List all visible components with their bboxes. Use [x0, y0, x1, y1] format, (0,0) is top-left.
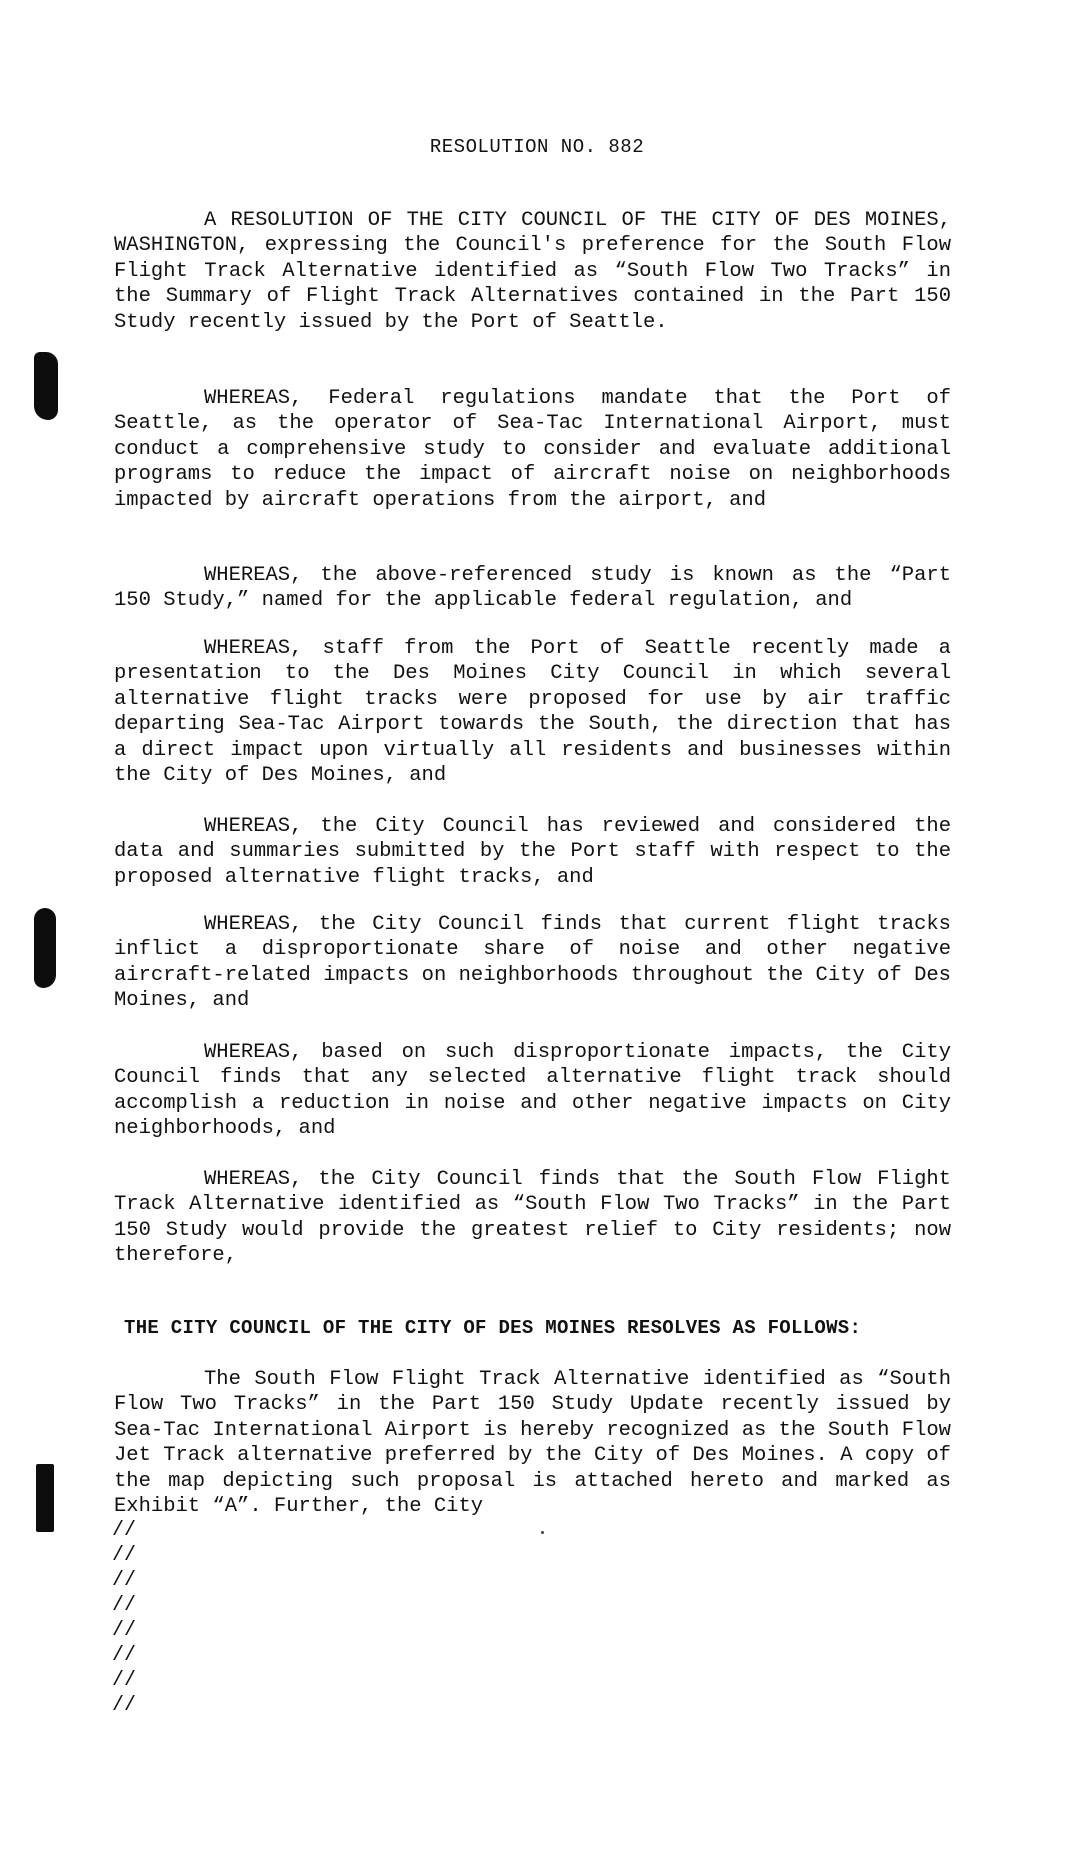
whereas-paragraph: WHEREAS, based on such disproportionate impacts, the City Council finds that any selected alternative flight track should accomplish a reduction in noise and other negative impacts on City neighborhoods, and: [114, 1041, 951, 1141]
continuation-mark: //: [112, 1644, 137, 1667]
whereas-paragraph: WHEREAS, Federal regulations mandate that the Port of Seattle, as the operator of Sea-Tac International Airport, must conduct a comprehensive study to consider and evaluate additional programs to reduce the impact of aircraft noise on neighborhoods impacted by aircraft operations from the airport, and: [114, 387, 951, 512]
resolution-title: RESOLUTION NO. 882: [429, 136, 645, 158]
continuation-mark: //: [112, 1694, 137, 1717]
whereas-paragraph: WHEREAS, staff from the Port of Seattle recently made a presentation to the Des Moines City Council in which several alternative flight tracks were proposed for use by air traffic departing Sea-Tac Airport towards the South, the direction that has a direct impact upon virtually all residents and businesses within the City of Des Moines, and: [114, 637, 951, 788]
continuation-mark: //: [112, 1619, 137, 1642]
continuation-mark: //: [112, 1569, 137, 1592]
scan-binding-mark: [34, 908, 56, 988]
continuation-mark: //: [112, 1669, 137, 1692]
scan-binding-mark: [34, 352, 58, 420]
whereas-paragraph: WHEREAS, the City Council finds that current flight tracks inflict a disproportionate share of noise and other negative aircraft-related impacts on neighborhoods throughout the City of Des Moines, and: [114, 913, 951, 1013]
resolves-heading: THE CITY COUNCIL OF THE CITY OF DES MOINES RESOLVES AS FOLLOWS:: [124, 1317, 862, 1339]
continuation-mark: //: [112, 1544, 137, 1567]
continuation-marks: [112, 1518, 136, 1718]
continuation-mark: //: [112, 1594, 137, 1617]
scan-binding-mark: [36, 1464, 54, 1532]
whereas-paragraph: WHEREAS, the above-referenced study is known as the “Part 150 Study,” named for the applicable federal regulation, and: [114, 564, 951, 613]
resolution-paragraph: The South Flow Flight Track Alternative identified as “South Flow Two Tracks” in the Part 150 Study Update recently issued by Sea-Tac International Airport is hereby recognized as the South Flow Jet Track alternative preferred by the City of Des Moines. A copy of the map depicting such proposal is attached hereto and marked as Exhibit “A”. Further, the City: [114, 1368, 951, 1519]
whereas-paragraph: WHEREAS, the City Council finds that the South Flow Flight Track Alternative identified as “South Flow Two Tracks” in the Part 150 Study would provide the greatest relief to City residents; now therefore,: [114, 1168, 951, 1268]
preamble-paragraph: A RESOLUTION OF THE CITY COUNCIL OF THE CITY OF DES MOINES, WASHINGTON, expressing the Council's preference for the South Flow Flight Track Alternative identified as “South Flow Two Tracks” in the Summary of Flight Track Alternatives contained in the Part 150 Study recently issued by the Port of Seattle.: [114, 209, 951, 334]
scan-speck: [541, 1531, 544, 1534]
whereas-paragraph: WHEREAS, the City Council has reviewed and considered the data and summaries submitted by the Port staff with respect to the proposed alternative flight tracks, and: [114, 815, 951, 889]
continuation-mark: //: [112, 1519, 137, 1542]
